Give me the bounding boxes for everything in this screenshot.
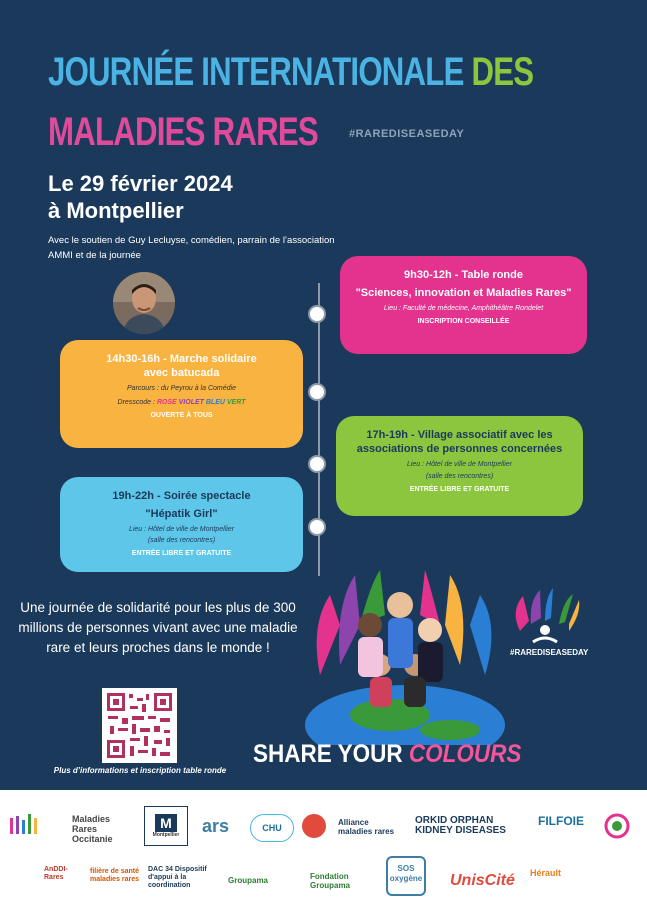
- rare-disease-day-hashtag: #RAREDISEASEDAY: [510, 648, 589, 657]
- dresscode-color: ROSE: [156, 399, 177, 406]
- share-main: SHARE YOUR: [253, 740, 403, 768]
- partner-logo: [602, 812, 632, 840]
- partner-logos: [0, 800, 647, 912]
- timeline-node: [308, 455, 326, 473]
- partner-name: ORKID ORPHAN KIDNEY DISEASES: [415, 815, 506, 836]
- title-line-2: MALADIES RARES: [48, 110, 318, 154]
- event-title: avec batucada: [143, 367, 220, 379]
- globe-hands-illustration: [300, 565, 510, 745]
- partner-name: Hérault: [530, 868, 562, 878]
- partner-name: FILFOIE: [538, 814, 584, 828]
- event-time: 9h30-12h - Table ronde: [404, 269, 523, 281]
- event-note: ENTRÉE LIBRE ET GRATUITE: [409, 486, 510, 493]
- partner-name: Montpellier: [152, 832, 180, 838]
- share-your-colours: [253, 740, 521, 769]
- dresscode-color: VERT: [226, 399, 246, 406]
- timeline-node: [308, 305, 326, 323]
- event-location: Parcours : du Peyrou à la Comédie: [127, 385, 236, 392]
- event-time: 19h-22h - Soirée spectacle: [112, 490, 251, 502]
- event-title: "Sciences, innovation et Maladies Rares": [355, 287, 572, 299]
- event-title: associations de personnes concernées: [356, 443, 563, 455]
- solidarity-text: Une journée de solidarité pour les plus de 300 millions de personnes vivant avec une maladie rare et leurs proches dans le monde !: [18, 600, 298, 655]
- partner-name: AnDDI-Rares: [44, 866, 68, 881]
- partner-name: UnisCité: [450, 872, 515, 889]
- event-card-march: [60, 340, 303, 448]
- partner-name: Fondation Groupama: [310, 872, 351, 890]
- event-title: "Hépatik Girl": [145, 508, 218, 520]
- dresscode: [60, 398, 303, 408]
- event-location-room: (salle des rencontres): [147, 537, 216, 544]
- partner-name: CHU: [250, 814, 294, 842]
- support-text: Avec le soutien de Guy Lecluyse, comédien, parrain de l’association AMMI et de la journée: [48, 235, 335, 261]
- partner-name: Maladies Rares Occitanie: [72, 814, 113, 844]
- partner-name: DAC 34 Dispositif d'appui à la coordination: [148, 866, 207, 889]
- sponsor-photo: [113, 272, 175, 334]
- qr-code[interactable]: [102, 688, 177, 763]
- event-note: INSCRIPTION CONSEILLÉE: [417, 318, 510, 325]
- partner-logo: M Montpellier: [144, 806, 188, 846]
- event-location: Lieu : Faculté de médecine, Amphithéâtre Rondelet: [383, 305, 544, 312]
- timeline-node: [308, 518, 326, 536]
- dresscode-label: Dresscode :: [117, 399, 157, 406]
- event-note: ENTRÉE LIBRE ET GRATUITE: [131, 550, 232, 557]
- partner-name: SOS oxygène: [386, 856, 426, 896]
- dresscode-color: BLEU: [205, 399, 225, 406]
- event-card-round-table: [340, 256, 587, 354]
- event-note: OUVERTE À TOUS: [150, 412, 213, 419]
- event-card-show: [60, 477, 303, 572]
- partner-name: Alliance maladies rares: [338, 818, 395, 836]
- event-location: Lieu : Hôtel de ville de Montpellier: [128, 526, 235, 533]
- event-location: Lieu : Hôtel de ville de Montpellier: [406, 461, 513, 468]
- title-main: JOURNÉE INTERNATIONALE: [48, 50, 464, 94]
- share-colours: COLOURS: [408, 740, 522, 768]
- dresscode-color: VIOLET: [178, 399, 204, 406]
- partner-logo-round: [302, 814, 326, 838]
- partner-name: ars: [202, 816, 230, 836]
- event-time: 14h30-16h - Marche solidaire: [106, 353, 257, 365]
- rare-disease-day-logo: [505, 586, 585, 646]
- title-des: DES: [471, 50, 534, 94]
- partner-logo: [10, 814, 130, 844]
- timeline-node: [308, 383, 326, 401]
- more-info-label: Plus d’informations et inscription table ronde: [53, 766, 227, 775]
- hashtag: #RAREDISEASEDAY: [349, 128, 465, 140]
- partner-name: filière de santé maladies rares: [90, 868, 140, 883]
- title-line-1: [48, 50, 533, 95]
- event-card-village: [336, 416, 583, 516]
- event-date: Le 29 février 2024 à Montpellier: [48, 171, 233, 223]
- partner-name: Groupama: [228, 876, 269, 885]
- event-location-room: (salle des rencontres): [425, 473, 494, 480]
- event-time: 17h-19h - Village associatif avec les: [366, 429, 553, 441]
